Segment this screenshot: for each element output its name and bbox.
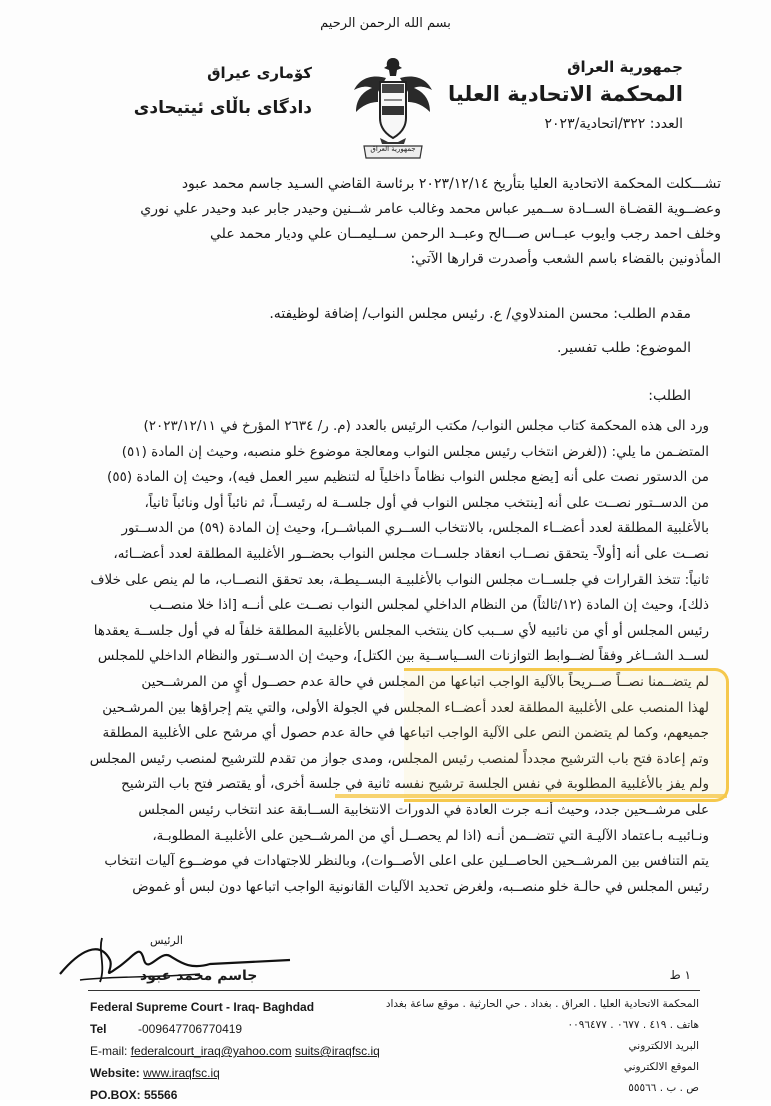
intro-line: وخلف احمد رجب وايوب عبــاس صـــالح وعبــد الرحمن ســليمــان علي وديار محمد علي xyxy=(210,226,721,242)
footer-phone xyxy=(90,1018,380,1040)
email-link-primary[interactable]: federalcourt_iraq@yahoo.com xyxy=(130,1044,292,1058)
kurdish-republic-title: كۆماری عیراق xyxy=(207,64,312,82)
request-line: ثانياً: تتخذ القرارات في جلســات مجلس النواب بالأغلبيـة البســيطـة، بعد تحقق النصــاب، ما لم ينص على خلاف xyxy=(90,571,709,588)
request-line: بالأغلبية المطلقة لعدد أعضــاء المجلس، بالانتخاب الســري المباشــر]، وحيث إن المادة (٥٩) من الدســتور xyxy=(121,520,709,537)
request-line: ورد الى هذه المحكمة كتاب مجلس النواب/ مكتب الرئيس بالعدد (م. ر/ ٢٦٣٤ المؤرخ في ٢٠٢٣/١٢/١١) xyxy=(143,418,709,434)
footer-email xyxy=(90,1040,380,1062)
request-heading: الطلب: xyxy=(648,388,691,404)
request-line: وتم إعادة فتح باب الترشيح مجدداً لمنصب رئيس المجلس، ومدى جواز من تقدم للترشيح لمنصب رئيس المجلس xyxy=(89,750,709,767)
email-label: E-mail: xyxy=(90,1044,128,1058)
header-arabic xyxy=(448,58,683,132)
footer-arabic xyxy=(369,994,699,1099)
website-label: Website: xyxy=(90,1066,140,1080)
signature-title: الرئيس xyxy=(150,934,183,947)
reference-number: العدد: ٣٢٢/اتحادية/٢٠٢٣ xyxy=(544,116,683,132)
request-line: رئيس المجلس في حالـة خلو منصــبه، ولغرض تحديد الآليات القانونية الواجب اتباعها دون لبس أو غموض xyxy=(132,878,709,895)
request-line: ونـائبيـه بـاعتماد الآليـة التي تتضــمن أنـه (اذا لم يحصــل أي من المرشــحين على الأغلبيـة المطلوبـة، xyxy=(152,827,709,844)
request-line: رئيس المجلس أو أي من نائبيه لأي ســبب كان ينتخب المجلس بالأغلبية المطلقة خلفاً له في أول جلســة يعقدها xyxy=(93,622,709,639)
footer-phone-ar: هاتف . ٤١٩ . ٠٦٧٧ . ٠٠٩٦٤٧٧ xyxy=(567,1019,699,1031)
footer-email-ar: البريد الالكتروني xyxy=(628,1040,699,1052)
footer-divider xyxy=(88,990,700,991)
request-line: المتضـمن ما يلي: ((لغرض انتخاب رئيس مجلس النواب ومعالجة موضوع خلو منصبه، وحيث إن المادة (٥١) xyxy=(121,443,709,460)
emblem-caption: جمهورية العراق xyxy=(370,145,416,153)
request-line: ولم يفز بالأغلبية المطلوبة في نفس الجلسة ترشيح نفسه ثانية في جلسة أخرى، أو يقتصر فتح باب الترشيح xyxy=(121,776,709,793)
request-line: من الدســتور نصــت على أنه [ينتخب مجلس النواب في أول جلســة له رئيســاً، ثم نائباً أول ونائباً ثانياً، xyxy=(144,494,709,511)
page-number: ١ ط xyxy=(669,968,691,982)
applicant-field: مقدم الطلب: محسن المندلاوي/ ع. رئيس مجلس النواب/ إضافة لوظيفته. xyxy=(269,306,691,322)
request-line: على مرشــحين جدد، وحيث أنـه جرت العادة في الدورات الانتخابية الســابقة عند انتخاب رئيس المجلس xyxy=(138,801,709,818)
request-line: ذلك]، وحيث إن المادة (١٢/ثالثاً) من النظام الداخلي لمجلس النواب نصــت على أنــه [اذا خلا منصــب xyxy=(149,597,709,614)
header-kurdish xyxy=(112,64,312,118)
intro-line: وعضــوية القضـاة الســادة ســمير عباس محمد وغالب عامر شــنين وحيدر جابر عبد وحيدر علي نوري xyxy=(140,201,721,217)
request-body xyxy=(47,414,709,900)
footer-website xyxy=(90,1062,380,1084)
website-link[interactable]: www.iraqfsc.iq xyxy=(143,1066,220,1080)
request-line: لهذا المنصب على الأغلبية المطلقة لعدد أعضــاء المجلس في الجولة الأولى، والتي يتم إجراؤها بين المرشـحين xyxy=(102,699,709,716)
footer-english xyxy=(90,996,380,1106)
email-link-suits[interactable]: suits@iraqfsc.iq xyxy=(294,1044,380,1058)
request-line: جميعهم، وكما لم يتضمن النص على الآلية الواجب اتباعها في حالة عدم حصول أي مرشح على الأغلبية المطلقة xyxy=(102,725,709,742)
footer-pobox-ar: ص . ب . ٥٥٥٦٦ xyxy=(628,1082,699,1094)
subject-field: الموضوع: طلب تفسير. xyxy=(557,340,691,356)
kurdish-court-title: دادگای باڵای ئیتیحادی xyxy=(133,98,312,118)
request-line: من الدستور نصت على أنه [يضع مجلس النواب نظاماً داخلياً له لتنظيم سير العمل فيه)، وحيث إن المادة (٥٥) xyxy=(107,469,709,486)
yellow-underline-annotation xyxy=(335,794,727,798)
request-line: يتم التنافس بين المرشــحين الحاصــلين على اعلى الأصــوات)، وبالنظر للاجتهادات في موضــوع آليات انتخاب xyxy=(104,853,709,870)
request-line: نصــت على أنه [أولاً- يتحقق نصــاب انعقاد جلســات مجلس النواب بحضــور الأغلبية المطلقة لعدد أعضــائه، xyxy=(113,545,709,562)
footer-court-name: Federal Supreme Court - Iraq- Baghdad xyxy=(90,1000,315,1014)
phone-label: Tel xyxy=(90,1022,107,1036)
intro-line: تشـــكلت المحكمة الاتحادية العليا بتأريخ ٢٠٢٣/١٢/١٤ برئاسة القاضي السـيد جاسم محمد عبود xyxy=(181,176,721,192)
basmala: بسم الله الرحمن الرحيم xyxy=(320,16,451,31)
intro-line: المأذونين بالقضاء باسم الشعب وأصدرت قرارها الآتي: xyxy=(410,251,721,267)
request-line: لم يتضــمنا نصــاً صــريحاً بالآلية الواجب اتباعها من المجلس في حالة عدم حصــول أيٍ من المرشــحين xyxy=(141,673,709,690)
republic-title: جمهورية العراق xyxy=(567,58,683,76)
footer-website-ar: الموقع الالكتروني xyxy=(623,1061,699,1073)
footer-address-ar: المحكمة الاتحادية العليا . العراق . بغداد . حي الحارثية . موقع ساعة بغداد xyxy=(385,998,699,1010)
request-line: لســد الشــاغر وفقاً لضــوابط التوازنات الســياســية بين الكتل]، وحيث إن الدســتور والنظام الداخلي للمجلس xyxy=(97,648,709,665)
footer-pobox: PO.BOX: 55566 xyxy=(90,1088,178,1102)
court-title: المحكمة الاتحادية العليا xyxy=(447,82,683,106)
phone-number: -009647706770419 xyxy=(138,1022,243,1036)
signatory-name: جاسم محمد عبود xyxy=(140,968,258,984)
intro-paragraph xyxy=(45,172,721,272)
